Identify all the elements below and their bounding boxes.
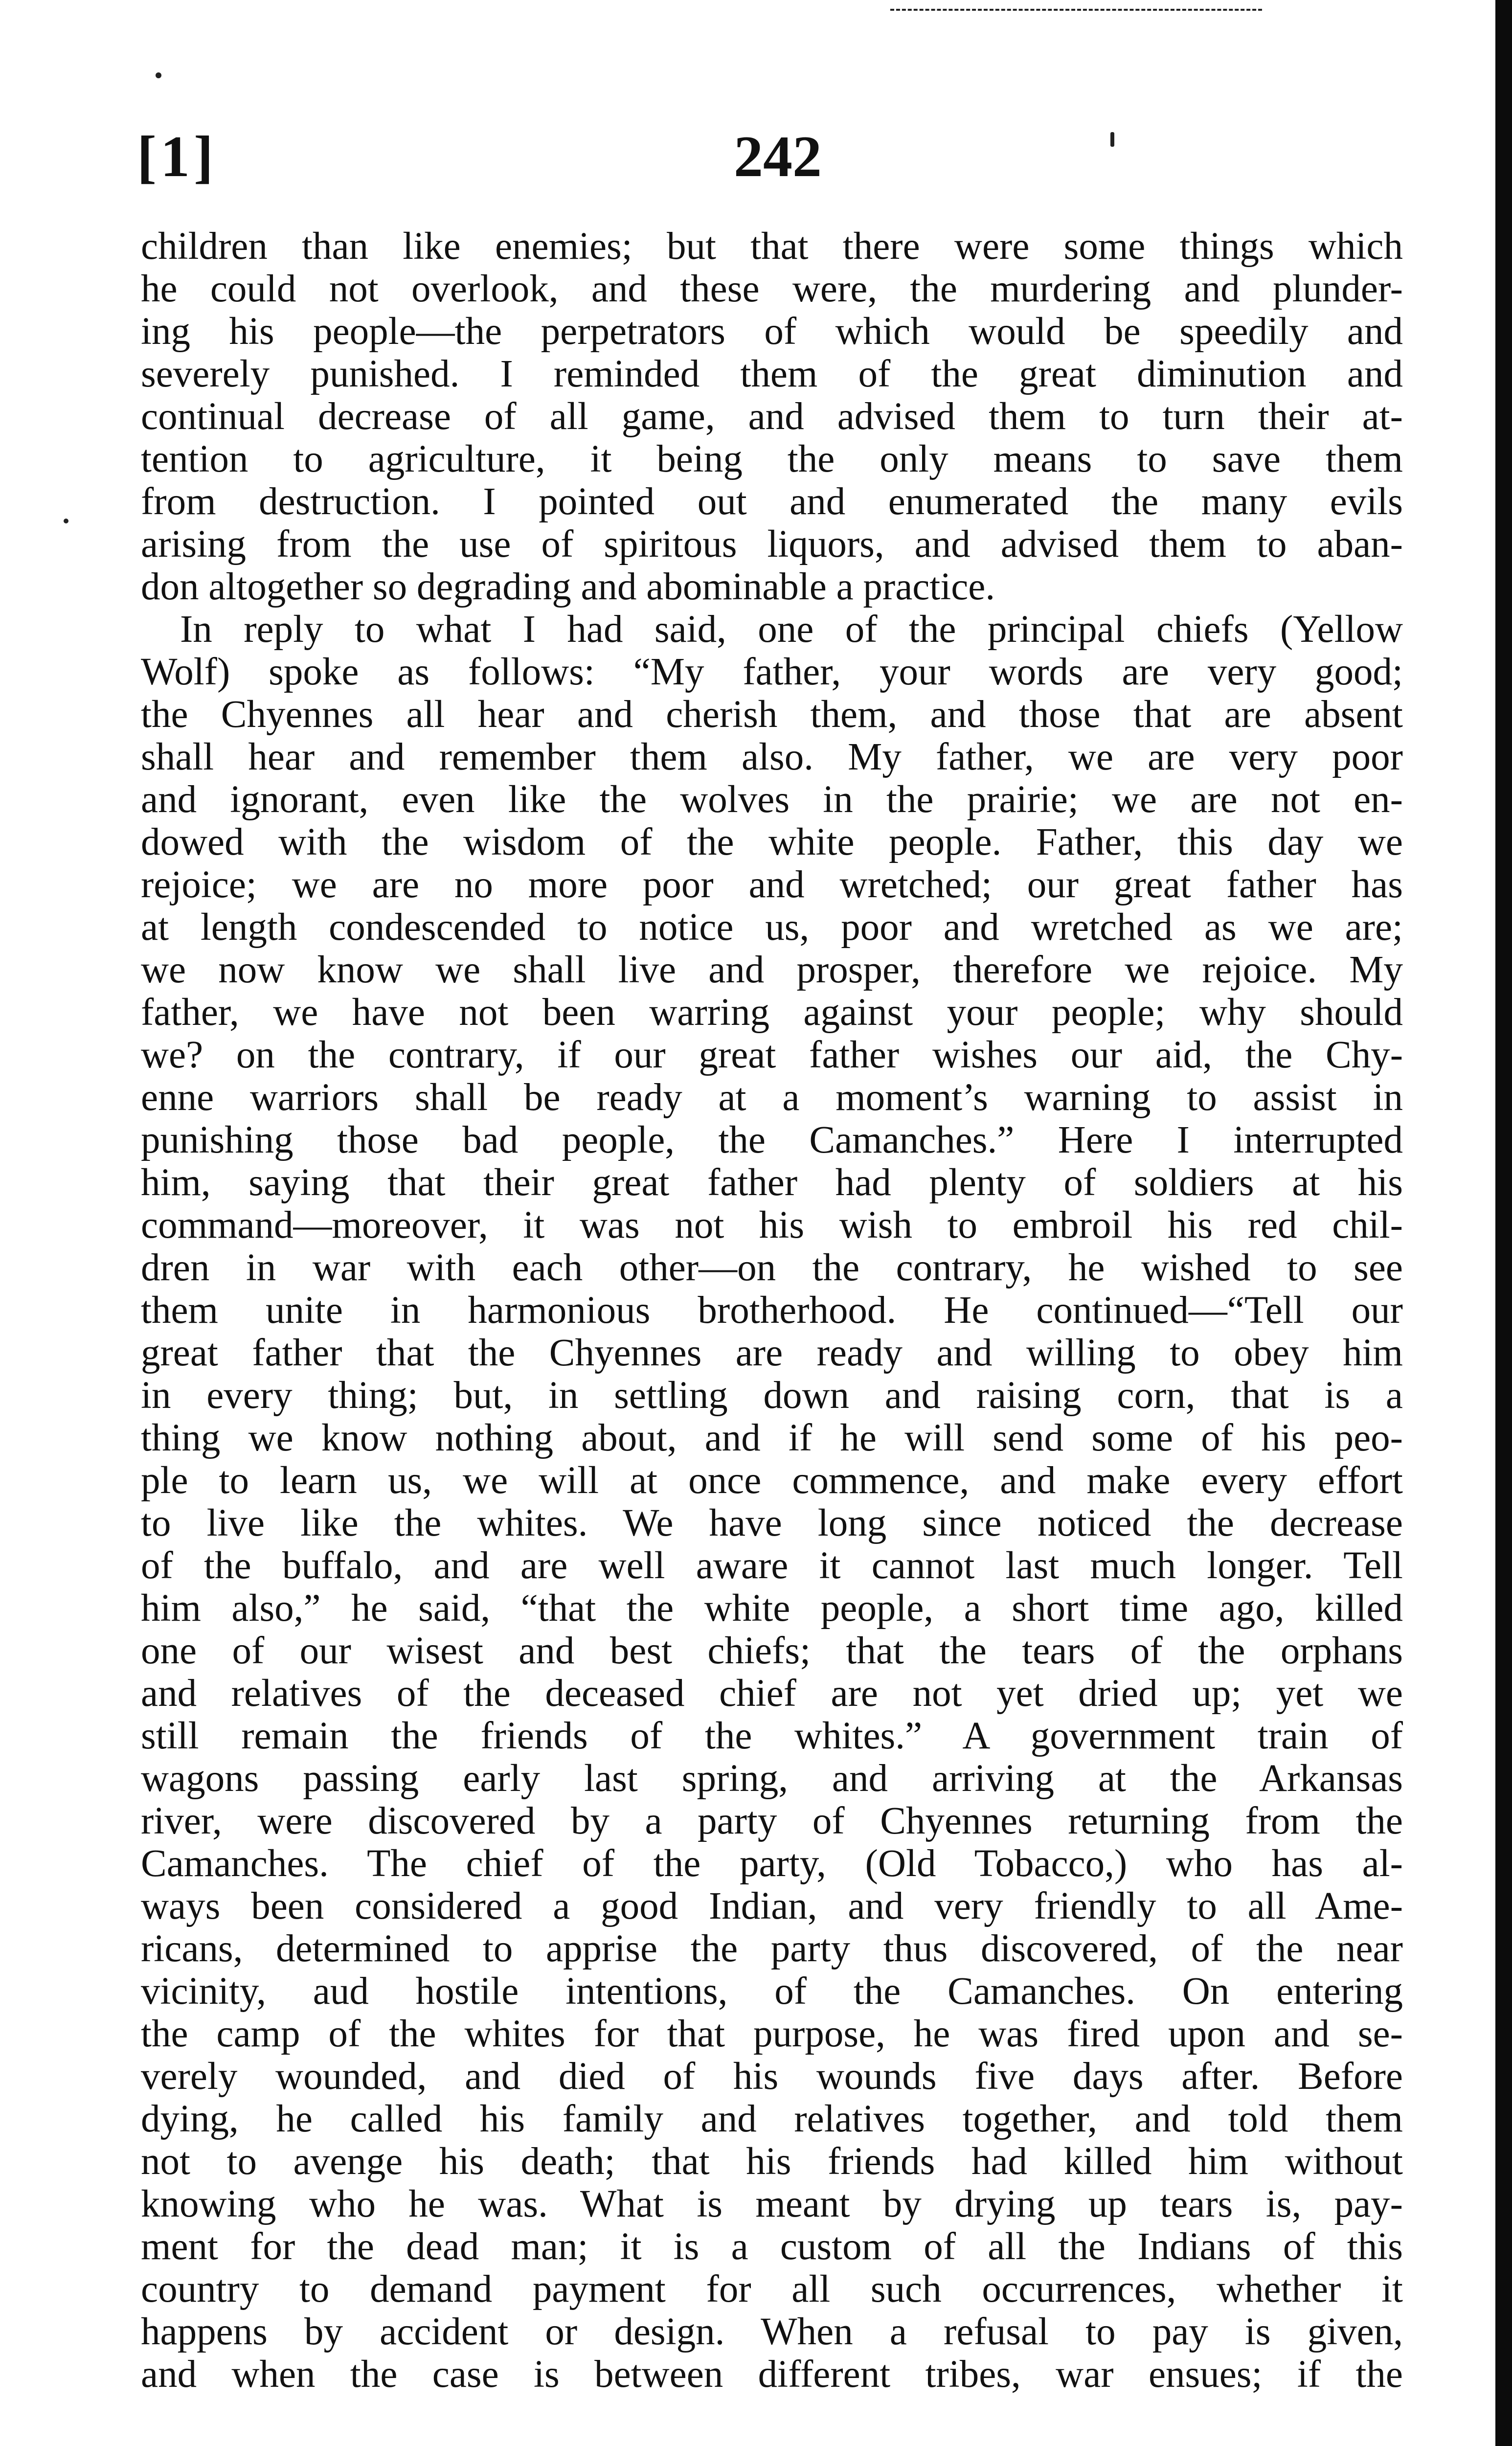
text-line: Camanches. The chief of the party, (Old Tobacco,) who has al-: [141, 1842, 1403, 1885]
signature-marker: [1]: [137, 124, 217, 189]
text-line: vicinity, aud hostile intentions, of the Camanches. On entering: [141, 1970, 1403, 2013]
ink-speck: [64, 519, 68, 523]
text-line: him, saying that their great father had plenty of soldiers at his: [141, 1161, 1403, 1204]
scan-edge-shadow-right: [1495, 0, 1512, 2446]
text-line: at length condescended to notice us, poor and wretched as we are;: [141, 906, 1403, 949]
page-number: 242: [734, 124, 822, 189]
text-line: them unite in harmonious brotherhood. He continued—“Tell our: [141, 1289, 1403, 1332]
text-line: knowing who he was. What is meant by drying up tears is, pay-: [141, 2183, 1403, 2225]
text-line: in every thing; but, in settling down and raising corn, that is a: [141, 1374, 1403, 1417]
text-line: tention to agriculture, it being the only means to save them: [141, 438, 1403, 480]
text-line: thing we know nothing about, and if he will send some of his peo-: [141, 1417, 1403, 1459]
text-line: him also,” he said, “that the white people, a short time ago, killed: [141, 1587, 1403, 1630]
text-line: ment for the dead man; it is a custom of all the Indians of this: [141, 2225, 1403, 2268]
text-line: and when the case is between different tribes, war ensues; if the: [141, 2353, 1403, 2396]
text-line: happens by accident or design. When a refusal to pay is given,: [141, 2310, 1403, 2353]
text-line: enne warriors shall be ready at a moment’s warning to assist in: [141, 1076, 1403, 1119]
text-line: dying, he called his family and relatives together, and told them: [141, 2098, 1403, 2140]
ink-speck: [156, 72, 161, 78]
text-line: dowed with the wisdom of the white people. Father, this day we: [141, 821, 1403, 863]
paragraph-end-line: don altogether so degrading and abominable a practice.: [141, 566, 995, 608]
text-line: to live like the whites. We have long since noticed the decrease: [141, 1502, 1403, 1544]
page-header: [137, 117, 1409, 196]
text-line: we? on the contrary, if our great father wishes our aid, the Chy-: [141, 1034, 1403, 1076]
text-line: verely wounded, and died of his wounds five days after. Before: [141, 2055, 1403, 2098]
text-line: rejoice; we are no more poor and wretched; our great father has: [141, 863, 1403, 906]
text-line: ple to learn us, we will at once commence, and make every effort: [141, 1459, 1403, 1502]
text-line: great father that the Chyennes are ready and willing to obey him: [141, 1332, 1403, 1374]
text-line: ricans, determined to apprise the party thus discovered, of the near: [141, 1927, 1403, 1970]
text-line: we now know we shall live and prosper, therefore we rejoice. My: [141, 949, 1403, 991]
text-line: from destruction. I pointed out and enumerated the many evils: [141, 480, 1403, 523]
text-line: still remain the friends of the whites.” A government train of: [141, 1715, 1403, 1757]
text-line: arising from the use of spiritous liquors, and advised them to aban-: [141, 523, 1403, 566]
text-line: he could not overlook, and these were, the murdering and plunder-: [141, 268, 1403, 310]
scan-edge-marks: [890, 0, 1262, 11]
text-line: not to avenge his death; that his friends had killed him without: [141, 2140, 1403, 2183]
text-line: command—moreover, it was not his wish to embroil his red chil-: [141, 1204, 1403, 1246]
text-line: the Chyennes all hear and cherish them, and those that are absent: [141, 693, 1403, 736]
body-text: [141, 225, 1403, 2396]
text-line: wagons passing early last spring, and arriving at the Arkansas: [141, 1757, 1403, 1800]
text-line: ing his people—the perpetrators of which would be speedily and: [141, 310, 1403, 353]
paragraph-first-line: In reply to what I had said, one of the principal chiefs (Yellow: [180, 608, 1403, 651]
text-line: and ignorant, even like the wolves in the prairie; we are not en-: [141, 778, 1403, 821]
text-line: dren in war with each other—on the contrary, he wished to see: [141, 1246, 1403, 1289]
text-line: country to demand payment for all such occurrences, whether it: [141, 2268, 1403, 2310]
text-line: river, were discovered by a party of Chyennes returning from the: [141, 1800, 1403, 1842]
text-line: one of our wisest and best chiefs; that the tears of the orphans: [141, 1630, 1403, 1672]
text-line: shall hear and remember them also. My father, we are very poor: [141, 736, 1403, 778]
text-line: punishing those bad people, the Camanches.” Here I interrupted: [141, 1119, 1403, 1161]
text-line: and relatives of the deceased chief are not yet dried up; yet we: [141, 1672, 1403, 1715]
text-line: ways been considered a good Indian, and very friendly to all Ame-: [141, 1885, 1403, 1927]
text-line: Wolf) spoke as follows: “My father, your words are very good;: [141, 651, 1403, 693]
text-line: the camp of the whites for that purpose, he was fired upon and se-: [141, 2013, 1403, 2055]
text-line: of the buffalo, and are well aware it cannot last much longer. Tell: [141, 1544, 1403, 1587]
text-line: continual decrease of all game, and advised them to turn their at-: [141, 395, 1403, 438]
text-line: children than like enemies; but that there were some things which: [141, 225, 1403, 268]
text-line: father, we have not been warring against your people; why should: [141, 991, 1403, 1034]
text-line: severely punished. I reminded them of the great diminution and: [141, 353, 1403, 395]
